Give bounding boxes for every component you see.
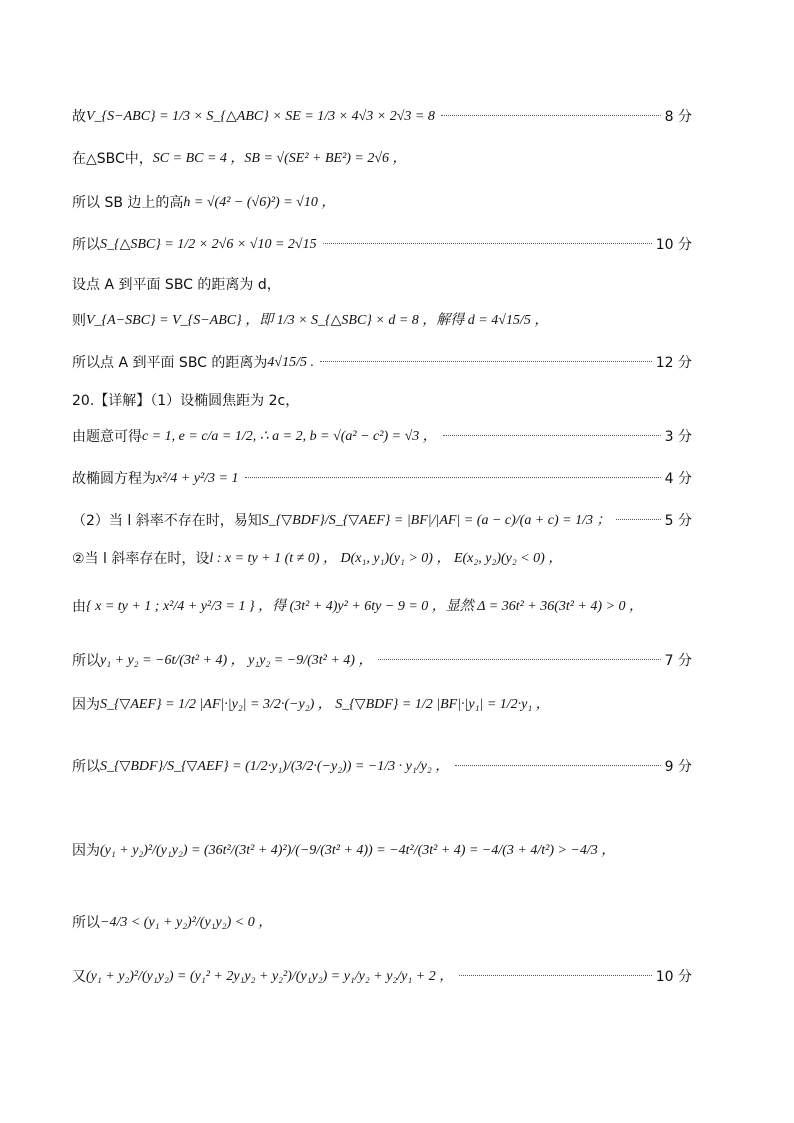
line-ratio-bound [72, 842, 692, 860]
leader-dots [317, 242, 656, 248]
line-distance-result [72, 354, 692, 372]
line-prefix: 所以 [72, 915, 100, 931]
line-math: 4√15/5 . [267, 355, 314, 370]
line-prefix: 所以 [72, 653, 100, 669]
line-q20-header [72, 392, 692, 410]
score-label: 9 分 [664, 759, 692, 775]
line-vieta [72, 652, 692, 670]
line-prefix: 在△SBC中， [72, 151, 153, 167]
line-prefix: 所以 SB 边上的高 [72, 195, 184, 211]
line-prefix: 故 [72, 109, 86, 125]
line-prefix: 因为 [72, 843, 100, 859]
line-math: S_{▽BDF}/S_{▽AEF} = (1/2·y₁)/(3/2·(−y₂)) = −1/3 · y₁/y₂ ， [100, 759, 450, 774]
line-triangle-sbc [72, 150, 692, 168]
line-set-distance [72, 276, 692, 294]
leader-dots [239, 476, 665, 482]
line-prefix: 故椭圆方程为 [72, 471, 156, 487]
line-math: { x = ty + 1 ; x²/4 + y²/3 = 1 } ，得 (3t² + 4)y² + 6ty − 9 = 0 ，显然 Δ = 36t² + 36(3t² + 4) > 0 ， [86, 599, 644, 614]
line-slope-exists [72, 550, 692, 568]
score-label: 4 分 [664, 471, 692, 487]
line-math: S_{△SBC} = 1/2 × 2√6 × √10 = 2√15 [100, 237, 317, 252]
leader-dots [610, 518, 664, 524]
line-math: V_{S−ABC} = 1/3 × S_{△ABC} × SE = 1/3 × 4√3 × 2√3 = 8 [86, 109, 435, 124]
line-prefix: 由 [72, 599, 86, 615]
leader-dots [449, 764, 664, 770]
line-prefix: 所以点 A 到平面 SBC 的距离为 [72, 355, 268, 371]
line-prefix: 又 [72, 969, 86, 985]
score-label: 8 分 [664, 109, 692, 125]
leader-dots [437, 434, 665, 440]
score-label: 7 分 [664, 653, 692, 669]
line-prefix: 20.【详解】（1）设椭圆焦距为 2c， [72, 393, 300, 409]
line-areas [72, 696, 692, 714]
line-system [72, 598, 692, 616]
score-label: 5 分 [664, 513, 692, 529]
line-equal-volume [72, 312, 692, 330]
line-math: (y₁ + y₂)²/(y₁y₂) = (y₁² + 2y₁y₂ + y₂²)/(y₁y₂) = y₁/y₂ + y₂/y₁ + 2 ， [86, 969, 454, 984]
line-math: SC = BC = 4 ，SB = √(SE² + BE²) = 2√6 ， [152, 151, 407, 166]
line-prefix: ②当 l 斜率存在时，设 [72, 551, 210, 567]
score-label: 10 分 [655, 237, 692, 253]
line-math: V_{A−SBC} = V_{S−ABC} ，即 1/3 × S_{△SBC} × d = 8 ，解得 d = 4√15/5 ， [86, 313, 549, 328]
line-math: (y₁ + y₂)²/(y₁y₂) = (36t²/(3t² + 4)²)/(−9/(3t² + 4)) = −4t²/(3t² + 4) = −4/(3 + 4/t²) > −4/3 ， [100, 843, 616, 858]
line-slope-undefined [72, 512, 692, 530]
line-prefix: 所以 [72, 759, 100, 775]
line-math: y₁ + y₂ = −6t/(3t² + 4) ， y₁y₂ = −9/(3t² + 4) ， [100, 653, 373, 668]
leader-dots [314, 360, 656, 366]
leader-dots [435, 114, 665, 120]
line-expand [72, 968, 692, 986]
line-ellipse-params [72, 428, 692, 446]
line-math: −4/3 < (y₁ + y₂)²/(y₁y₂) < 0 ， [100, 915, 273, 930]
line-math: S_{▽AEF} = 1/2 |AF|·|y₂| = 3/2·(−y₂) ， S_{▽BDF} = 1/2 |BF|·|y₁| = 1/2·y₁ ， [100, 697, 550, 712]
line-prefix: 因为 [72, 697, 100, 713]
line-ellipse-equation [72, 470, 692, 488]
leader-dots [453, 974, 656, 980]
line-math: x²/4 + y²/3 = 1 [156, 471, 239, 486]
line-height-sb [72, 194, 692, 212]
leader-dots [372, 658, 664, 664]
line-math: S_{▽BDF}/S_{▽AEF} = |BF|/|AF| = (a − c)/(a + c) = 1/3 ； [261, 513, 611, 528]
line-math: l : x = ty + 1 (t ≠ 0) ， D(x₁, y₁)(y₁ > 0) ， E(x₂, y₂)(y₂ < 0) ， [209, 551, 563, 566]
line-prefix: 所以 [72, 237, 100, 253]
line-area-sbc [72, 236, 692, 254]
score-label: 10 分 [655, 969, 692, 985]
line-ratio-range [72, 914, 692, 932]
line-math: c = 1, e = c/a = 1/2, ∴ a = 2, b = √(a² − c²) = √3 ， [142, 429, 437, 444]
line-prefix: 由题意可得 [72, 429, 142, 445]
line-prefix: 则 [72, 313, 86, 329]
score-label: 3 分 [664, 429, 692, 445]
line-prefix: （2）当 l 斜率不存在时，易知 [72, 513, 262, 529]
score-label: 12 分 [655, 355, 692, 371]
line-volume-s-abc [72, 108, 692, 126]
line-prefix: 设点 A 到平面 SBC 的距离为 d， [72, 277, 281, 293]
line-area-ratio [72, 758, 692, 776]
line-math: h = √(4² − (√6)²) = √10 ， [183, 195, 336, 210]
